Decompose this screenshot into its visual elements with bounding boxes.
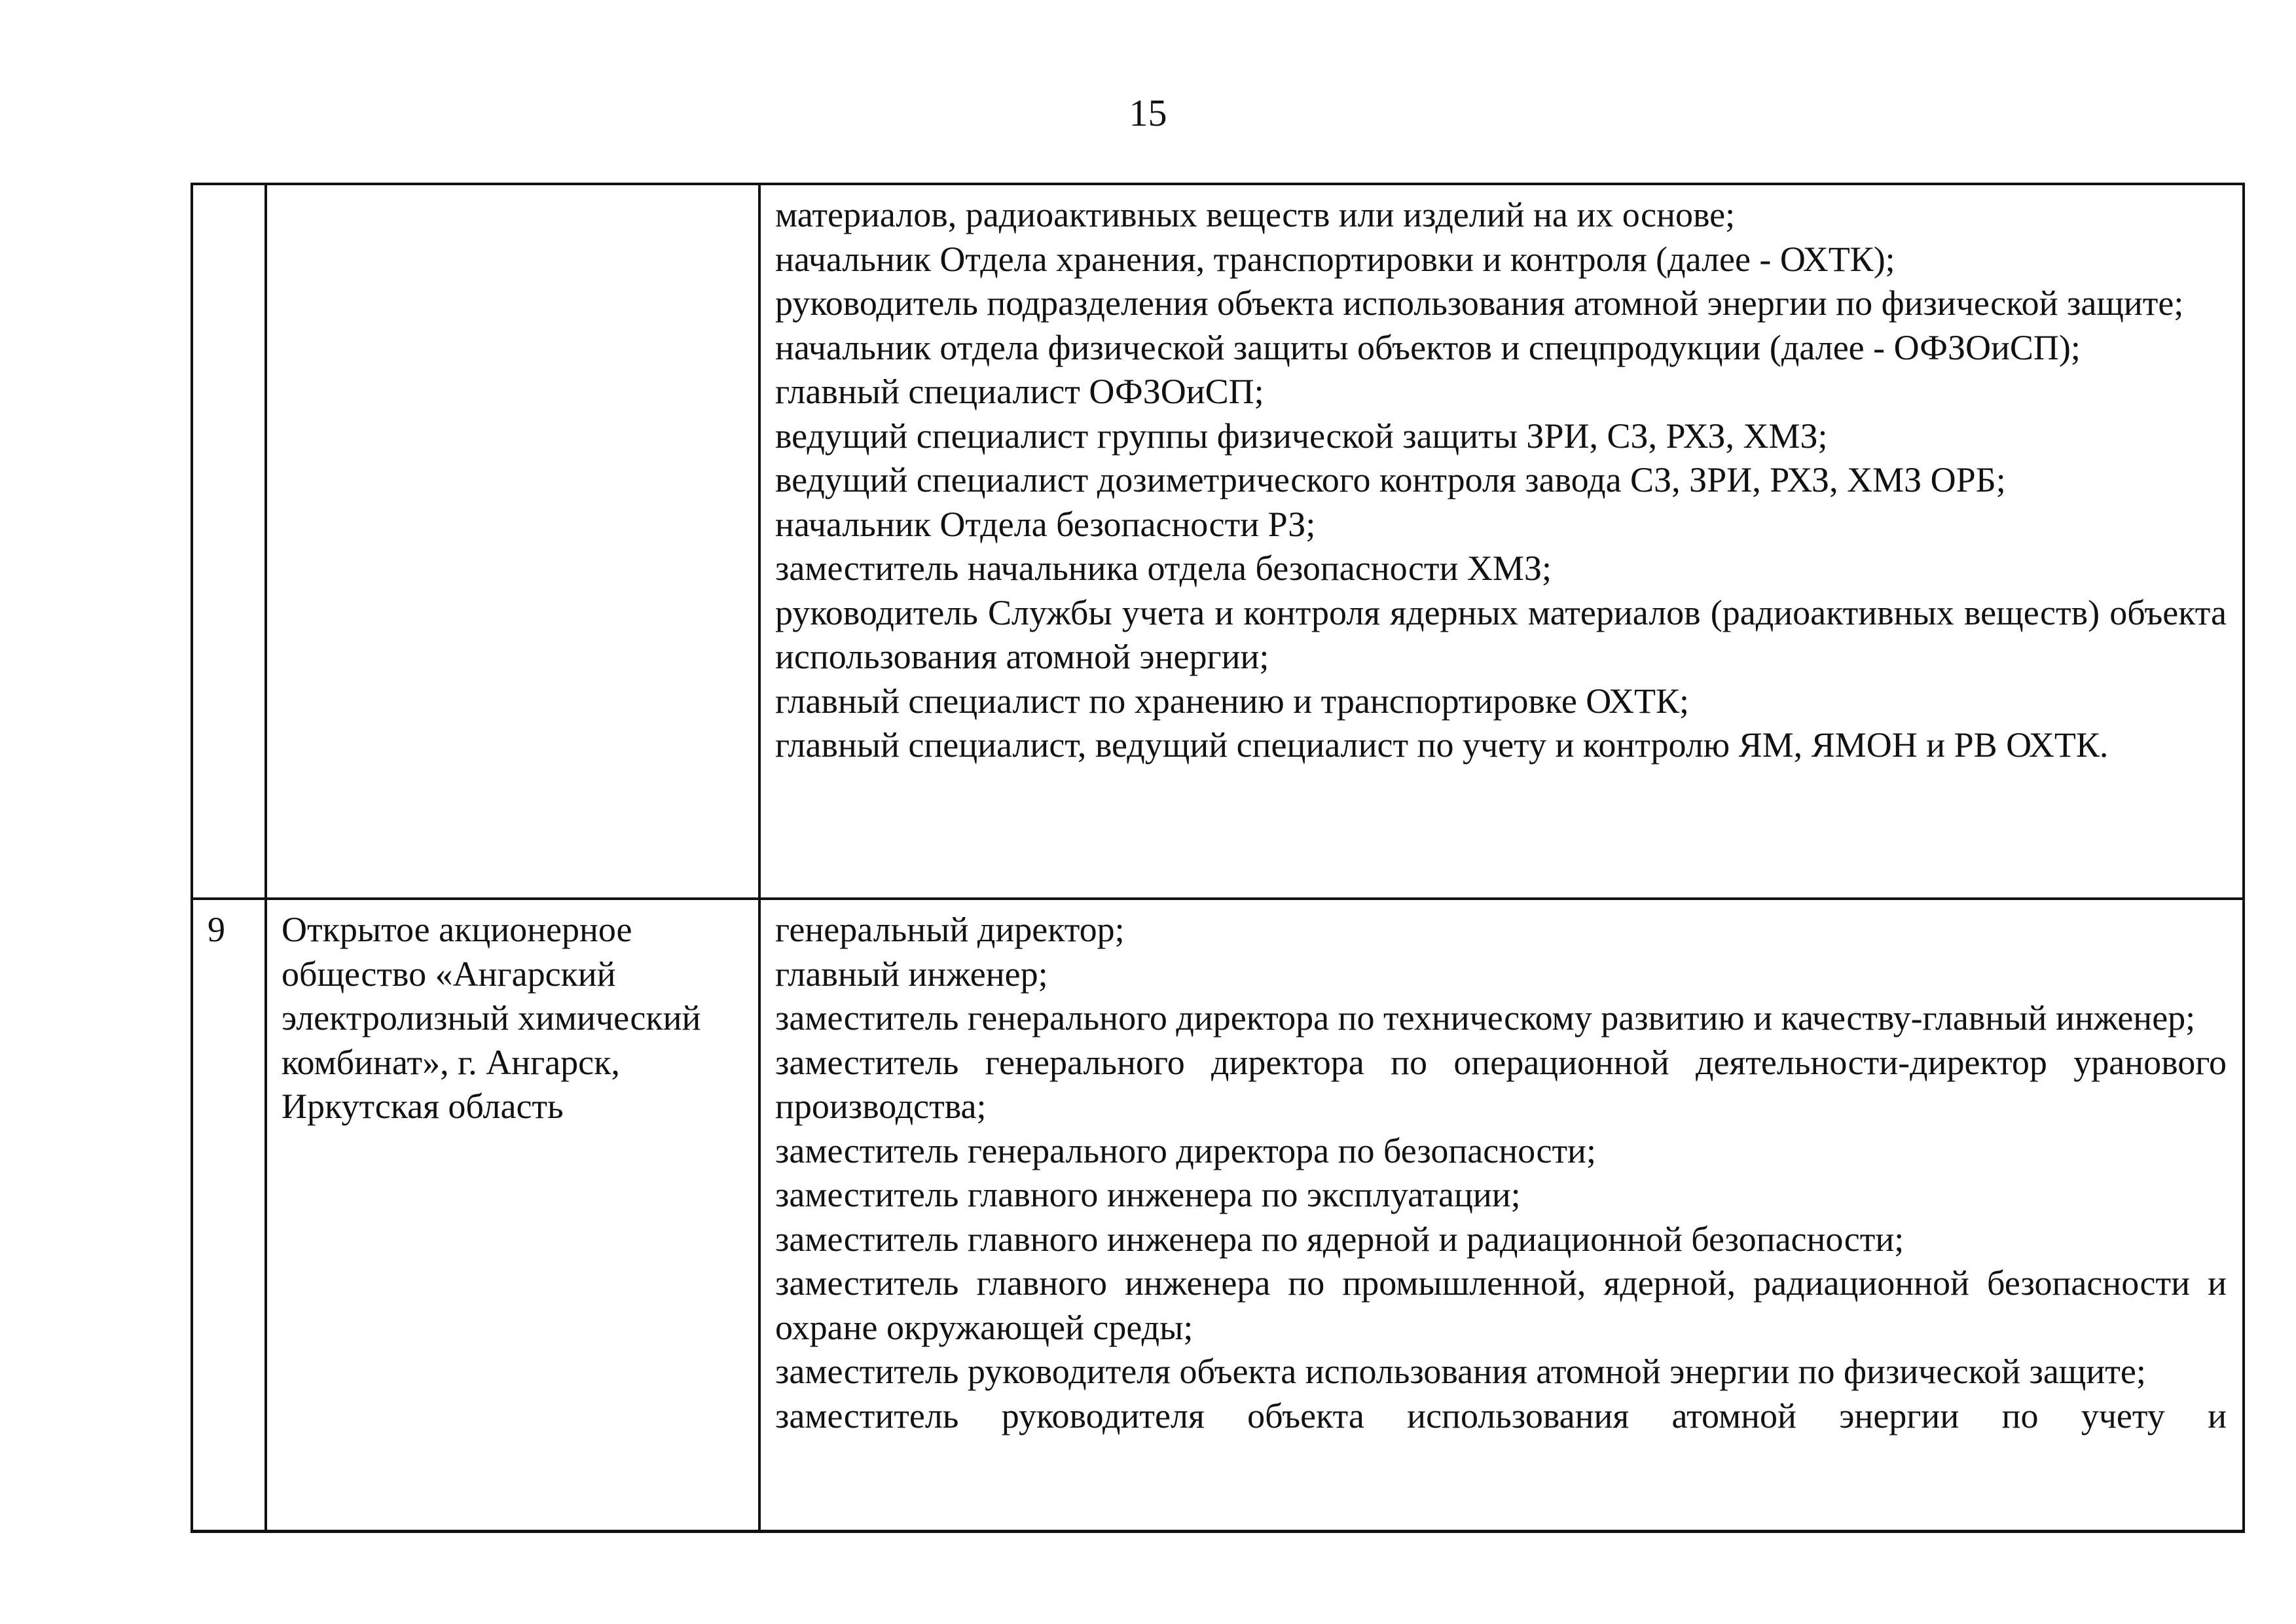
list-item: заместитель руководителя объекта использования атомной энергии по физической защите; (775, 1352, 2146, 1391)
list-item: заместитель главного инженера по ядерной и радиационной безопасности; (775, 1219, 1904, 1259)
positions-list (775, 908, 2227, 1438)
list-item: руководитель подразделения объекта использования атомной энергии по физической защите; (775, 283, 2184, 323)
list-item: главный инженер; (775, 954, 1048, 994)
row-number-cell: 9 (192, 899, 266, 1532)
list-item: заместитель руководителя объекта использования атомной энергии по учету и (775, 1396, 2227, 1435)
organization-cell (266, 184, 759, 899)
list-item: начальник Отдела хранения, транспортировки и контроля (далее - ОХТК); (775, 239, 1895, 279)
list-item: главный специалист по хранению и транспортировке ОХТК; (775, 681, 1690, 721)
list-item: ведущий специалист группы физической защиты ЗРИ, СЗ, РХЗ, ХМЗ; (775, 416, 1828, 456)
list-item: материалов, радиоактивных веществ или изделий на их основе; (775, 195, 1736, 234)
list-item: ведущий специалист дозиметрического контроля завода СЗ, ЗРИ, РХЗ, ХМЗ ОРБ; (775, 460, 2006, 499)
list-item: заместитель главного инженера по промышленной, ядерной, радиационной безопасности и охране окружающей среды; (775, 1263, 2227, 1347)
list-item: главный специалист, ведущий специалист по учету и контролю ЯМ, ЯМОН и РВ ОХТК. (775, 725, 2109, 765)
table-row (192, 899, 2244, 1532)
list-item: заместитель главного инженера по эксплуатации; (775, 1175, 1521, 1214)
list-item: руководитель Службы учета и контроля ядерных материалов (радиоактивных веществ) объекта использования атомной энергии; (775, 592, 2227, 676)
table-row (192, 184, 2244, 899)
positions-cell (759, 184, 2244, 899)
list-item: генеральный директор; (775, 910, 1125, 949)
list-item: заместитель генерального директора по операционной деятельности-директор уранового производства; (775, 1042, 2227, 1126)
positions-cell (759, 899, 2244, 1532)
list-item: заместитель генерального директора по безопасности; (775, 1130, 1596, 1170)
list-item: заместитель генерального директора по техническому развитию и качеству-главный инженер; (775, 998, 2196, 1038)
organization-cell: Открытое акционерное общество «Ангарский электролизный химический комбинат», г. Ангарск, Иркутская область (266, 899, 759, 1532)
row-number-cell (192, 184, 266, 899)
page-number: 15 (1129, 92, 1167, 134)
positions-list (775, 193, 2227, 768)
list-item: заместитель начальника отдела безопасности ХМЗ; (775, 549, 1552, 588)
positions-table (191, 183, 2245, 1533)
list-item: начальник отдела физической защиты объектов и спецпродукции (далее - ОФЗОиСП); (775, 327, 2081, 367)
list-item: главный специалист ОФЗОиСП; (775, 372, 1264, 411)
list-item: начальник Отдела безопасности РЗ; (775, 504, 1316, 544)
